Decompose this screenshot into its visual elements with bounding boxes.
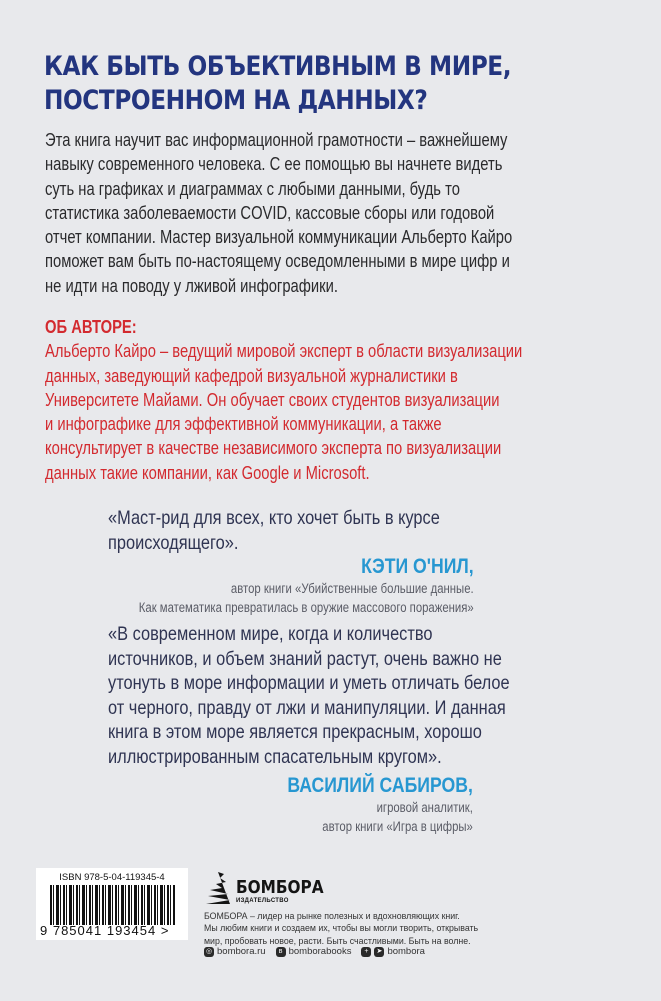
isbn-text: ISBN 978-5-04-119345-4: [59, 872, 165, 883]
publisher-name: БОМБОРА: [236, 877, 324, 898]
about-author: [45, 315, 578, 485]
reviewer-role: Как математика превратилась в оружие массового поражения»: [139, 600, 474, 615]
publisher-description-line: Мы любим книги и создаем их, чтобы вы могли творить, открывать: [204, 923, 479, 934]
intro-line: Эта книга научит вас информационной грамотности – важнейшему: [45, 130, 508, 150]
intro-line: отчет компании. Мастер визуальной коммуникации Альберто Кайро: [45, 227, 513, 248]
headline-line: КАК БЫТЬ ОБЪЕКТИВНЫМ В МИРЕ,: [44, 51, 512, 82]
about-author-line: Университете Майами. Он обучает своих студентов визуализации: [45, 389, 500, 410]
reviewer-role: игровой аналитик,: [376, 800, 473, 815]
intro-line: статистика заболеваемости COVID, кассовые сборы или годовой: [45, 202, 495, 223]
publisher-social-links: [204, 946, 425, 957]
intro-line: навыку современного человека. С ее помощью вы начнете видеть: [45, 154, 503, 175]
publisher-description-line: мир, пробовать новое, расти. Быть счастливыми. Быть на волне.: [204, 935, 471, 946]
about-author-line: данных такие компании, как Google и Microsoft.: [45, 462, 370, 483]
about-author-line: данных, заведующий кафедрой визуальной журналистики в: [45, 365, 458, 386]
reviewer-name: ВАСИЛИЙ САБИРОВ,: [287, 774, 473, 797]
quote-line: иллюстрированным спасательным кругом».: [108, 745, 442, 768]
publisher-mark-icon: [204, 870, 232, 906]
social-link-web[interactable]: [204, 946, 266, 957]
quote-line: происходящего».: [108, 531, 239, 554]
reviewer-role: автор книги «Игра в цифры»: [322, 819, 473, 834]
about-author-line: консультирует в качестве независимого эксперта по визуализации: [45, 438, 502, 459]
publisher-description-line: БОМБОРА – лидер на рынке полезных и вдохновляющих книг.: [204, 911, 460, 921]
telegram-icon: ➤: [374, 947, 384, 957]
social-label: bomborabooks: [288, 946, 352, 957]
publisher-logo: [204, 870, 339, 906]
isbn-barcode: [36, 868, 188, 940]
publisher-description: [204, 910, 478, 947]
social-link-telegram[interactable]: [361, 946, 425, 957]
intro-line: суть на графиках и диаграммах с любыми данными, будь то: [45, 178, 460, 199]
quote-line: «В современном мире, когда и количество: [108, 623, 433, 645]
social-label: bombora.ru: [217, 946, 266, 957]
social-label: bombora: [387, 946, 425, 957]
social-link-vk[interactable]: [276, 946, 352, 957]
quote-line: утонуть в море информации и уметь отличать белое: [108, 672, 510, 694]
intro-line: поможет вам быть по-настоящему осведомленными в мире цифр и: [45, 251, 510, 272]
review-quote: [108, 622, 510, 769]
quote-attribution: [287, 774, 473, 836]
barcode-digits: 9 785041 193454 >: [40, 923, 170, 938]
barcode-bars: [50, 885, 175, 925]
publisher-subtitle: ИЗДАТЕЛЬСТВО: [236, 898, 289, 904]
headline-line: ПОСТРОЕННОМ НА ДАННЫХ?: [44, 85, 428, 116]
vk-icon: в: [276, 947, 286, 957]
about-author-label: ОБ АВТОРЕ:: [45, 317, 137, 337]
reviewer-name: КЭТИ О'НИЛ,: [361, 555, 474, 578]
about-author-line: и инфографике для эффективной коммуникации, а также: [45, 414, 442, 435]
headline: [44, 50, 560, 118]
quote-line: источников, и объем знаний растут, очень важно не: [108, 647, 502, 670]
quote-line: от черного, правду от лжи и манипуляции. И данная: [108, 696, 506, 719]
about-author-line: Альберто Кайро – ведущий мировой эксперт в области визуализации: [45, 341, 523, 362]
quote-line: «Маст-рид для всех, кто хочет быть в курсе: [108, 507, 440, 529]
quote-line: книга в этом море является прекрасным, хорошо: [108, 721, 482, 743]
plus-icon: +: [361, 947, 371, 957]
web-icon: ◎: [205, 947, 213, 955]
reviewer-role: автор книги «Убийственные большие данные.: [231, 581, 474, 596]
quote-attribution: [139, 555, 474, 617]
intro-line: не идти на поводу у лживой инфографики.: [45, 275, 338, 296]
intro-paragraph: [45, 128, 570, 298]
review-quote: [108, 506, 440, 555]
